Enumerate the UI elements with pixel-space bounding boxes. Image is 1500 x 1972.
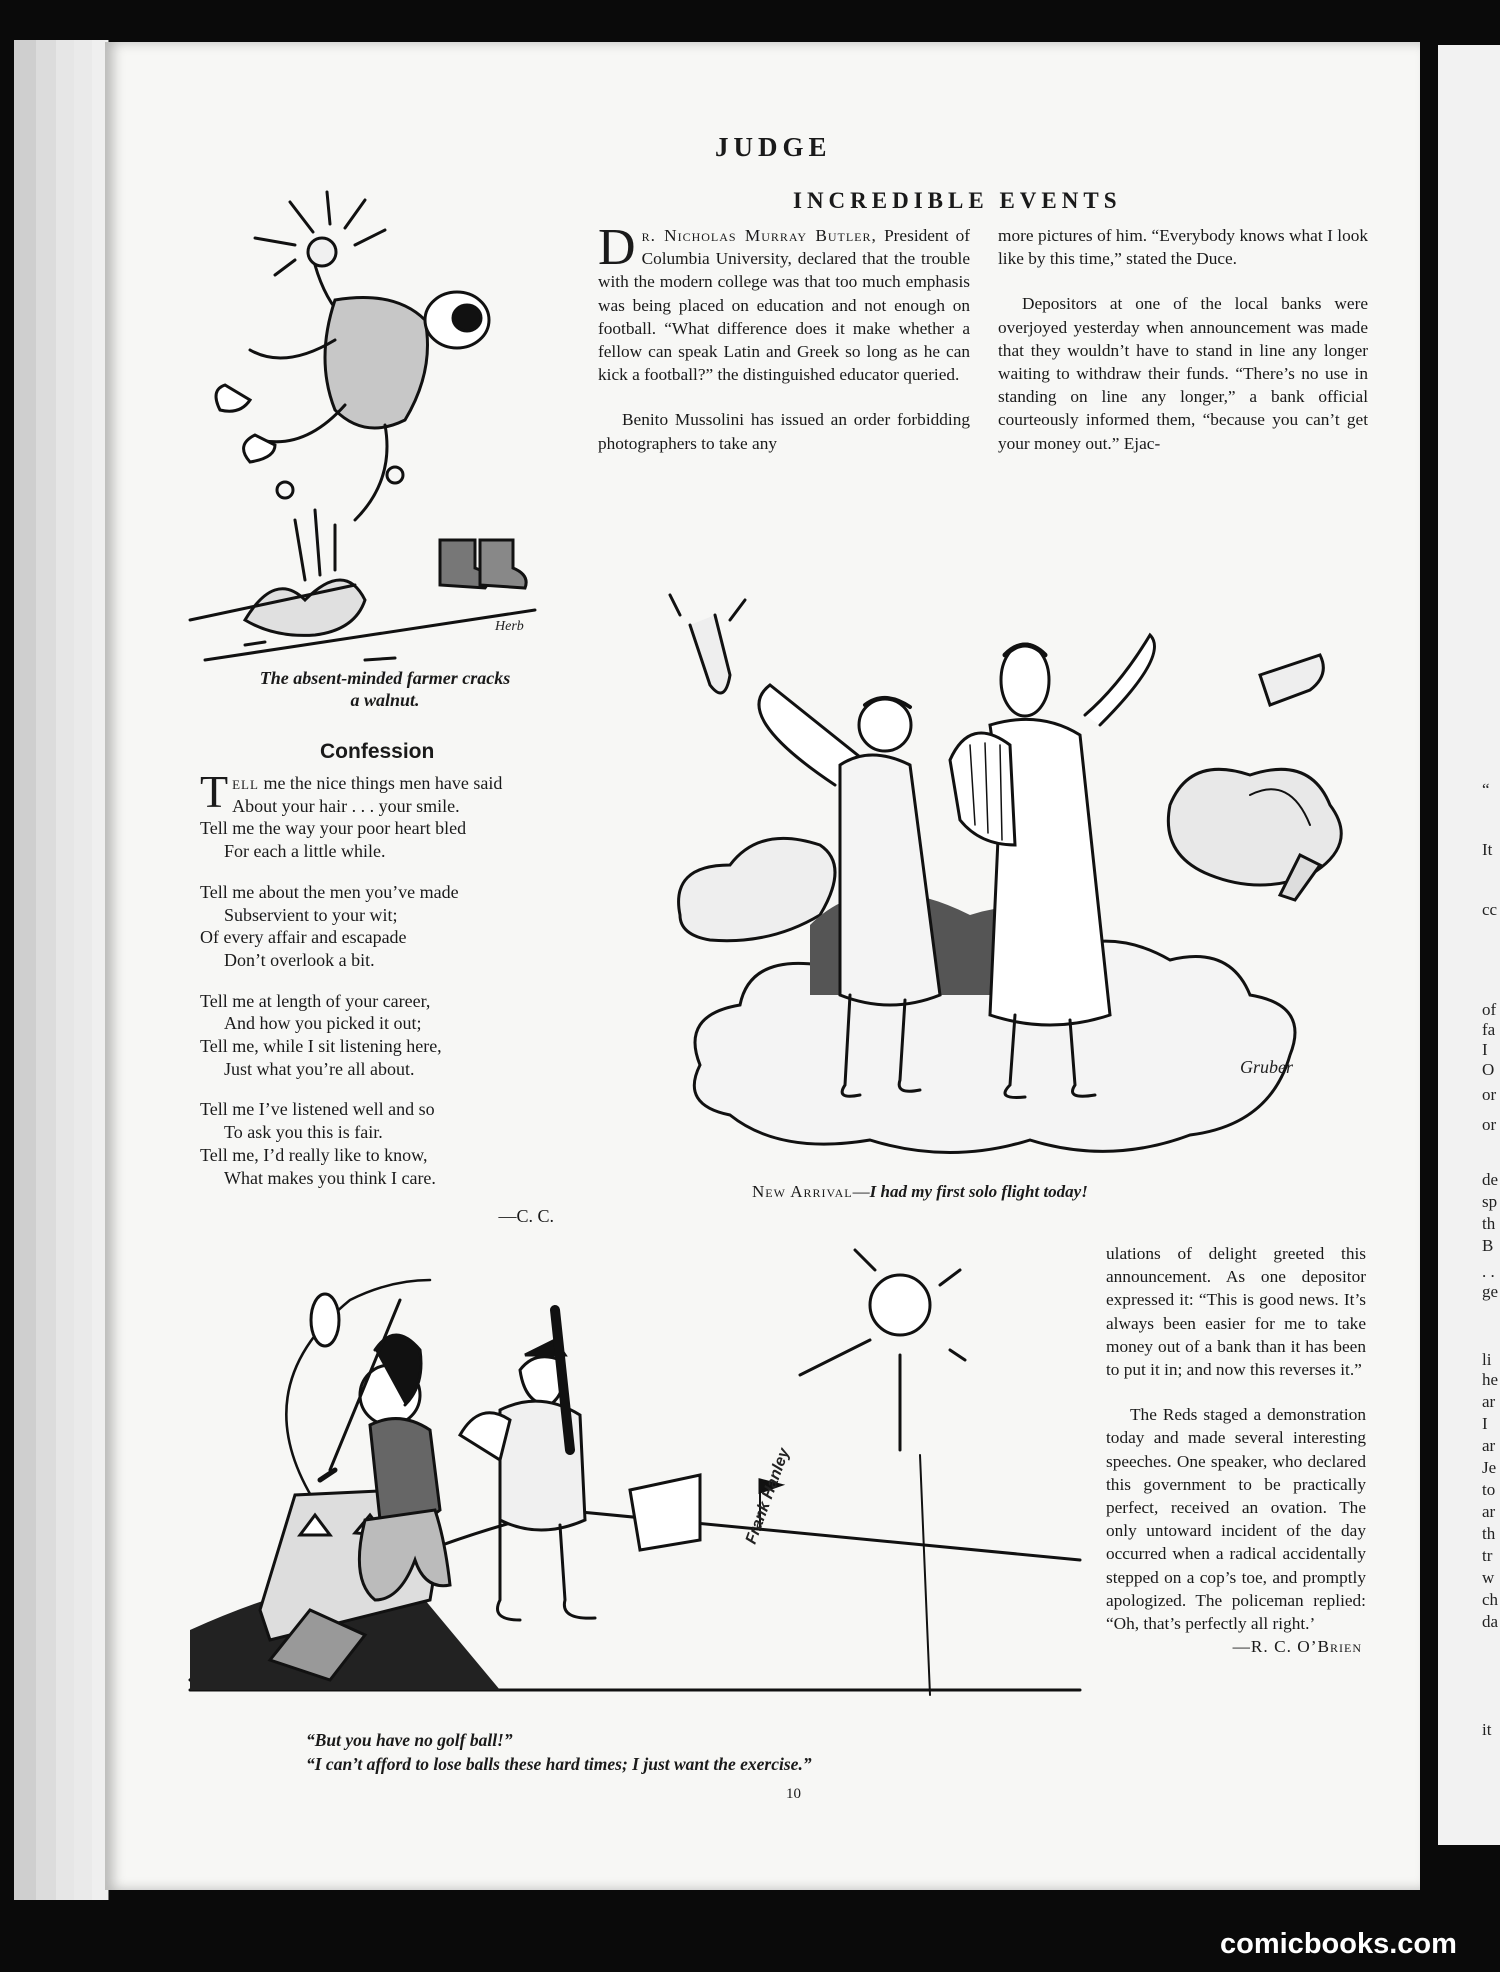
next-page-fragment: O [1482,1060,1495,1079]
artist-signature: Herb [495,619,524,634]
next-page-fragment: th [1482,1524,1496,1543]
page-number: 10 [786,1786,801,1802]
drop-cap: D [598,219,636,276]
article-paragraph: The Reds staged a demonstration today and made several interesting speeches. One speaker, who declared this government to be practically perfect, received an ovation. The only untoward incident of the day occurred when a radical accidentally stepped on a cop’s toe, and promptly apologized. The policeman replied: “Oh, that’s perfectly all right.’ [1106,1405,1366,1634]
next-page-fragment: he [1482,1370,1499,1389]
book-page-edges [0,40,120,1900]
poem-line: And how you picked it out; [224,1013,422,1034]
artist-signature: Gruber [1240,1057,1293,1077]
farmer-caption [200,667,570,711]
paragraph-text: President of Columbia University, declared that the trouble with the modern college was that too much emphasis was being placed on education and not enough on football. “What difference does it make whether a fellow can speak Latin and Greek so long as he can kick a football?” the distinguished educator queried. [598,226,970,385]
poem-line: Just what you’re all about. [224,1058,415,1079]
next-page-fragment: li [1482,1350,1492,1369]
next-page-fragment: I [1482,1414,1488,1433]
poem-line: About your hair . . . your smile. [232,795,460,816]
golf-caption [306,1728,812,1776]
article-paragraph [598,219,970,386]
next-page-fragment: tr [1482,1546,1493,1565]
caption-line: “I can’t afford to lose balls these hard times; I just want the exercise.” [306,1754,812,1774]
drop-cap: T [200,766,229,817]
poem-line: Tell me about the men you’ve made [200,881,459,902]
next-page-fragment: ar [1482,1436,1496,1455]
next-page-fragment: “ [1482,780,1490,799]
next-page-fragment: ch [1482,1590,1499,1609]
next-page-fragment: fa [1482,1020,1496,1039]
section-title: INCREDIBLE EVENTS [793,188,1122,213]
poem-line: Don’t overlook a bit. [224,949,375,970]
poem-line: Tell me, I’d really like to know, [200,1144,428,1165]
next-page-fragment: Je [1482,1458,1497,1477]
next-page-fragment: to [1482,1480,1496,1499]
article-paragraph: more pictures of him. “Everybody knows what I look like by this time,” stated the Duce. [998,226,1368,269]
next-page-fragment: or [1482,1115,1497,1134]
next-page-fragment: th [1482,1214,1496,1233]
golf-cartoon [200,1240,1080,1715]
next-page-fragment: ge [1482,1282,1499,1301]
poem-word: ell [232,773,259,793]
caption-line: “But you have no golf ball!” [306,1730,513,1750]
artist-signature: Frank Hanley [742,1446,794,1547]
poem-stanza [200,766,580,863]
next-page-fragment: . . [1482,1262,1495,1281]
lead-name: r. Nicholas Murray Butler, [641,226,877,245]
poem-line: Tell me I’ve listened well and so [200,1099,435,1120]
next-page-fragment: I [1482,1040,1488,1059]
poem-line: For each a little while. [224,841,386,862]
next-page-fragment: it [1482,1720,1492,1739]
next-page-fragment: sp [1482,1192,1498,1211]
poem-line: To ask you this is fair. [224,1122,383,1143]
poem-confession [200,766,580,1228]
angel-cartoon [670,595,1370,1165]
caption-label: New Arrival [752,1182,853,1201]
next-page-fragment: cc [1482,900,1498,919]
poem-line: Subservient to your wit; [224,904,398,925]
caption-line: The absent-minded farmer cracks [259,668,511,688]
poem-stanza [200,1098,580,1189]
farmer-cartoon [195,190,565,660]
next-page-strip [1438,45,1500,1845]
poem-stanza [200,990,580,1081]
article-paragraph: ulations of delight greeted this announcement. As one depositor expressed it: “This is good news. It’s always been easier for me to take money out of a bank than it has been to put it in; and now this reverses it.” [1106,1244,1366,1380]
next-page-fragment: ar [1482,1392,1496,1411]
poem-line: Tell me at length of your career, [200,990,431,1011]
poem-line: Of every affair and escapade [200,927,407,948]
next-page-fragment: of [1482,1000,1497,1019]
caption-dash: — [852,1182,870,1201]
poem-stanza [200,881,580,972]
article-column-3 [1106,1242,1366,1658]
poem-text: me the nice things men have said [258,773,503,793]
poem-signature: —C. C. [498,1206,554,1227]
article-signature: —R. C. O’Brien [1232,1637,1362,1657]
next-page-fragment: or [1482,1085,1497,1104]
caption-line: a walnut. [350,690,420,710]
next-page-fragment: de [1482,1170,1499,1189]
angel-caption [752,1182,1088,1202]
article-paragraph: Depositors at one of the local banks were overjoyed yesterday when announcement was made that they wouldn’t have to stand in line any longer waiting to withdraw their funds. “There’s no use in standing on line any longer,” a bank official courteously informed them, “because you can’t get your money out.” Ejac- [998,294,1368,453]
caption-text: I had my first solo flight today! [869,1182,1088,1201]
watermark: comicbooks.com [1220,1928,1457,1960]
next-page-fragment: B [1482,1236,1494,1255]
next-page-fragment: da [1482,1612,1499,1631]
article-column-2 [998,224,1368,477]
next-page-fragment: ar [1482,1502,1496,1521]
poem-line: Tell me, while I sit listening here, [200,1036,442,1057]
article-paragraph: Benito Mussolini has issued an order forbidding photographers to take any [598,410,970,453]
poem-title: Confession [320,740,435,763]
poem-line: What makes you think I care. [224,1167,436,1188]
next-page-fragment: w [1482,1568,1495,1587]
poem-line: Tell me the way your poor heart bled [200,818,467,839]
next-page-fragment: It [1482,840,1493,859]
article-column-1 [598,219,970,477]
magazine-title: JUDGE [715,132,832,162]
